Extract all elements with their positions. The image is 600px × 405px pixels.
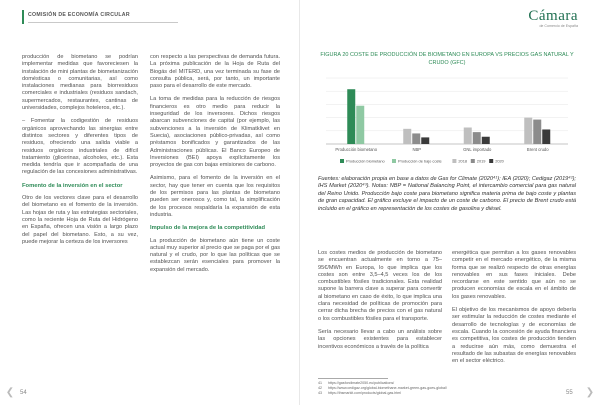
- x-tick-label: Brent crudo: [526, 147, 549, 152]
- legend-swatch: [452, 159, 456, 163]
- header-accent-bar: [22, 10, 24, 24]
- x-tick-label: Producción biometano: [335, 147, 378, 152]
- camara-logo: [528, 8, 578, 28]
- bar: [524, 118, 532, 144]
- legend-label: 2018: [458, 158, 468, 164]
- paragraph: Otro de los vectores clave para el desarrollo del biometano es el fomento de la inversión. Las hojas de ruta y las estrategias sectoriales, como la reciente Hoja de Ruta del Hidrógeno en España, ofrecen una visión a largo plazo del papel del biometano. Esto, a su vez, puede mejorar la certeza de los inversores: [22, 195, 138, 245]
- legend-swatch: [392, 159, 396, 163]
- legend-swatch: [489, 159, 493, 163]
- section-heading: Fomento de la inversión en el sector: [22, 182, 123, 189]
- right-page-column-2: [452, 250, 576, 371]
- section-heading: Impulso de la mejora de la competitividad: [150, 225, 266, 232]
- right-page-column-1: [318, 250, 442, 357]
- bar: [482, 137, 490, 144]
- logo-tagline: de Comercio de España: [539, 24, 578, 28]
- footnote: 42 https://www.cedigaz.org/global-biomethane-market-green-gas-goes-global/: [318, 386, 447, 390]
- paragraph: Los costes medios de producción de biometano se encuentran actualmente en torno a 75–95€/MWh en Europa, lo que implica que los costes son entre 3,5–4,5 veces los de los combustibles fósiles tradicionales. Esta realidad supone la barrera clave a superar para convertir al biometano en caso de éxito, lo que implica una clara necesidad de políticas de promoción para cerrar dicha brecha de precios con el gas natural o los combustibles fósiles para el transporte.: [318, 250, 442, 322]
- left-page-column-1: [22, 54, 138, 252]
- legend-swatch: [340, 159, 344, 163]
- legend-swatch: [471, 159, 475, 163]
- footnote: 43 https://ihsmarkit.com/products/global-gas.html: [318, 391, 402, 395]
- figure-title: FIGURA 20 COSTE DE PRODUCCIÓN DE BIOMETANO EN EUROPA VS PRECIOS GAS NATURAL Y CRUDO (GFC): [320, 52, 574, 66]
- paragraph: La producción de biometano aún tiene un coste actual muy superior al precio que se paga por el gas natural y el crudo, por lo que las políticas que se establezcan serán esenciales para promover la expansión del mercado.: [150, 237, 280, 273]
- bar: [464, 128, 472, 145]
- header-rule: [28, 22, 178, 23]
- bar: [403, 129, 411, 144]
- paragraph: – Fomentar la codigestión de residuos orgánicos aprovechando las sinergias entre distintos sectores y diferentes tipos de residuos, ofreciendo una salida viable a residuos orgánicos industriales de difícil tratamiento (glicerinas, alcoholes, etc.). Esta medida tendría que ir acompañada de una regulación de las concesiones administrativas.: [22, 118, 138, 176]
- prev-page-button[interactable]: [4, 387, 16, 399]
- chart: [318, 74, 576, 172]
- legend-label: 2019: [476, 158, 486, 164]
- legend-label: Producción de bajo coste: [398, 158, 442, 164]
- footnote: 41 https://gasforclimate2050.eu/publications/: [318, 381, 395, 385]
- bar: [356, 106, 364, 144]
- paragraph: El objetivo de los mecanismos de apoyo debería ser estimular la reducción de costes mediante el desarrollo de tecnologías y de economías de escala. Cuando la concesión de ayuda financiera es competitiva, los costes de producción tienden a reducirse aún más, como demuestra el resultado de las subastas de energías renovables en el sector eléctrico.: [452, 307, 576, 365]
- paragraph: energética que permitan a los gases renovables competir en el mercado energético, de la misma forma que se realizó respecto de otras energías renovables en sus fases iniciales. Debe recordarse en este sentido que aún no se producen economías de escala en el ámbito de los gases renovables.: [452, 250, 576, 300]
- logo-name: Cámara: [528, 8, 578, 24]
- legend-label: Producción biometano: [346, 158, 385, 164]
- bar: [412, 133, 420, 144]
- paragraph: Sería necesario llevar a cabo un análisis sobre las opciones existentes para establecer incentivos económicos a través de la política: [318, 328, 442, 350]
- next-page-button[interactable]: [584, 387, 596, 399]
- chart-svg: [318, 74, 576, 172]
- bar: [542, 129, 550, 144]
- bar: [533, 120, 541, 144]
- chevron-left-icon: ❮: [5, 387, 15, 398]
- page-number: 54: [20, 390, 27, 396]
- x-tick-label: GNL importado: [463, 147, 492, 152]
- legend-label: 2020: [495, 158, 504, 164]
- footnotes: [318, 378, 576, 396]
- chevron-right-icon: ❯: [585, 387, 595, 398]
- header-title: COMISIÓN DE ECONOMÍA CIRCULAR: [28, 12, 130, 18]
- bar: [347, 89, 355, 144]
- x-tick-label: NBP: [412, 147, 422, 152]
- paragraph: con respecto a las perspectivas de demanda futura. La próxima publicación de la Hoja de Ruta del Biogás del MITERD, una vez terminada su fase de consulta pública, será, por tanto, un importante paso para el desarrollo de este mercado.: [150, 54, 280, 90]
- bar: [421, 137, 429, 144]
- footnote-rule: [318, 378, 388, 379]
- paragraph: La toma de medidas para la reducción de riesgos financieros es otro medio para reducir la inseguridad de los inversores. Dichos riesgos abarcan subvenciones de capital (por ejemplo, las subvenciones a la inversión de Klimatklivet en Suecia), asociaciones público-privadas, así como préstamos bonificados y garantizados de las Administraciones públicas. El Banco Europeo de Inversiones (BEI) apoya explícitamente los proyectos de gas con bajas emisiones de carbono.: [150, 96, 280, 169]
- paragraph: producción de biometano se podrían implementar medidas que favoreciesen la instalación de mini plantas de biometanización domésticas o comunitarias, así como instalaciones medianas para biorresiduos comerciales e industriales (residuos sandach, supermercados, restaurantes, cantinas de universidades, complejos hoteleros, etc.).: [22, 54, 138, 112]
- page-number: 55: [566, 390, 573, 396]
- paragraph: Asimismo, para el fomento de la inversión en el sector, hay que tener en cuenta que los requisitos de los permisos para las plantas de biometano pueden ser onerosos y, como tal, la simplificación de los procesos respaldaría la expansión de esta industria.: [150, 175, 280, 218]
- figure-caption: Fuentes: elaboración propia en base a datos de Gas for Climate (2020⁴¹); IEA (2020); Cedigaz (2019⁴²); IHS Market (2020⁴³). Notas: NBP = National Balancing Point, el intercambio comercial para gas natural del Reino Unido. Producción bajo coste para biometano significa materia prima de bajo coste y plantas de gran capacidad. El gráfico excluye el impacto de un coste de carbono. El precio de Brent crudo está incluido en el gráfico en representación de los costes de gasolina y diésel.: [318, 176, 576, 212]
- bar: [473, 132, 481, 144]
- left-page-column-2: [150, 54, 280, 280]
